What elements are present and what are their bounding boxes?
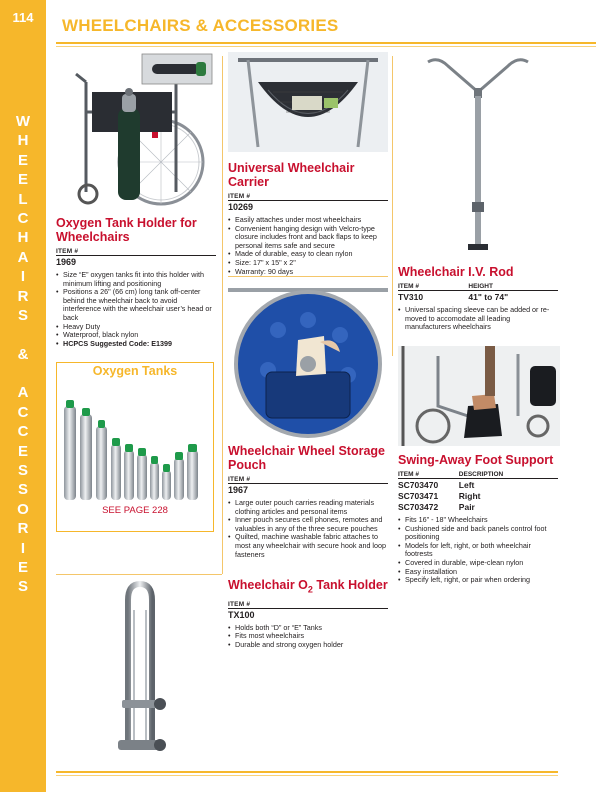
sidebar-letter: C	[17, 209, 29, 227]
carrier-block	[228, 161, 388, 276]
item-description: Left	[458, 479, 475, 490]
product-title: Swing-Away Foot Support	[398, 453, 554, 467]
feature-item: • Made of durable, easy to clean nylon	[228, 250, 388, 259]
foot-support-block	[398, 453, 558, 585]
page-number: 114	[12, 10, 34, 25]
feature-item: • Size “E” oxygen tanks fit into this holder with minimum lifting and positioning	[56, 271, 216, 288]
oxygen-tanks-photo	[60, 392, 210, 500]
sidebar-letter: E	[17, 151, 28, 169]
feature-item: • Specify left, right, or pair when ordering	[398, 576, 558, 585]
feature-item: • Covered in durable, wipe-clean nylon	[398, 559, 558, 568]
feature-item: • Universal spacing sleeve can be added or re-moved to accomodate all leading manufacturers wheelchairs	[398, 306, 558, 332]
sidebar-letter: L	[18, 190, 28, 208]
product-title-suffix: Tank Holder	[312, 578, 388, 592]
product-title: Wheelchair Wheel Storage Pouch	[228, 444, 385, 472]
item-number: SC703472	[398, 501, 439, 512]
feature-item: • Durable and strong oxygen holder	[228, 641, 388, 650]
sidebar-letter: R	[17, 287, 29, 305]
sidebar-letter: I	[20, 539, 26, 557]
product-title: Wheelchair I.V. Rod	[398, 265, 514, 279]
feature-list	[228, 624, 388, 650]
sidebar-letter: C	[17, 423, 29, 441]
column-divider	[222, 56, 223, 574]
feature-item: • HCPCS Suggested Code: E1399	[56, 340, 216, 349]
feature-list	[228, 499, 388, 559]
column-header-item: ITEM #	[398, 471, 459, 479]
column-header-description: DESCRIPTION	[459, 471, 558, 479]
sidebar-letter: S	[17, 306, 28, 324]
feature-item: • Size: 17" x 15" x 2"	[228, 259, 388, 268]
page-title: WHEELCHAIRS & ACCESSORIES	[62, 16, 339, 35]
sidebar-letter: C	[17, 403, 29, 421]
o2-holder-block	[228, 578, 388, 649]
feature-item: • Holds both “D” or “E” Tanks	[228, 624, 388, 633]
product-title-subscript: 2	[307, 584, 313, 595]
footer-rule-thin	[56, 775, 558, 776]
sidebar-letter: A	[17, 384, 29, 402]
pouch-block	[228, 444, 388, 559]
feature-item: • Easily attaches under most wheelchairs	[228, 216, 388, 225]
column-divider	[392, 56, 393, 356]
column-header-height: HEIGHT	[468, 283, 558, 291]
oxygen-holder-block	[56, 216, 216, 348]
pouch-photo	[228, 280, 388, 438]
feature-item: • Large outer pouch carries reading materials clothing articles and personal items	[228, 499, 388, 516]
feature-list	[56, 271, 216, 348]
item-number: 1969	[56, 257, 77, 267]
feature-item: • Quilted, machine washable fabric attaches to most any wheelchair with secure hook and loop fasteners	[228, 533, 388, 559]
feature-item: • Fits most wheelchairs	[228, 632, 388, 641]
feature-item: • Inner pouch secures cell phones, remotes and valuables in any of the three secure pouches	[228, 516, 388, 533]
o2-holder-photo	[100, 580, 180, 760]
product-title: Universal Wheelchair Carrier	[228, 161, 355, 189]
item-number: SC703471	[398, 490, 439, 501]
feature-item: • Heavy Duty	[56, 323, 216, 332]
sidebar-letter: E	[17, 442, 28, 460]
footer-rule	[56, 771, 558, 773]
sidebar	[0, 0, 46, 792]
item-label: ITEM #	[56, 248, 216, 256]
foot-support-table	[398, 471, 558, 512]
feature-item: • Positions a 26" (66 cm) long tank off-center behind the wheelchair back to avoid interference with the wheelchair user’s head or back	[56, 288, 216, 322]
table-row	[398, 479, 558, 491]
feature-item: • Easy installation	[398, 568, 558, 577]
sidebar-letter: H	[17, 132, 29, 150]
product-title	[228, 578, 388, 597]
sidebar-section-title	[0, 112, 46, 597]
sidebar-letter: E	[17, 558, 28, 576]
sidebar-letter: S	[17, 462, 28, 480]
item-number: 10269	[228, 202, 254, 212]
item-label: ITEM #	[228, 476, 388, 484]
product-title: Oxygen Tank Holder for Wheelchairs	[56, 216, 197, 244]
iv-rod-photo	[398, 52, 558, 257]
sidebar-letter: A	[17, 248, 29, 266]
title-rule-thin	[56, 46, 596, 47]
oxygen-tanks-heading: Oxygen Tanks	[92, 364, 178, 378]
sidebar-letter: R	[17, 520, 29, 538]
sidebar-letter: H	[17, 229, 29, 247]
sidebar-letter: E	[17, 171, 28, 189]
feature-item: • Models for left, right, or both wheelchair footrests	[398, 542, 558, 559]
iv-rod-table	[398, 283, 558, 302]
iv-rod-block	[398, 265, 558, 332]
see-page-link[interactable]: SEE PAGE 228	[102, 505, 168, 516]
title-rule	[56, 42, 596, 44]
carrier-photo	[228, 52, 388, 152]
item-description: Pair	[458, 501, 475, 512]
feature-item: • Cushioned side and back panels control foot positioning	[398, 525, 558, 542]
sidebar-letter: S	[17, 578, 28, 596]
table-row	[398, 490, 558, 501]
sidebar-letter: I	[20, 268, 26, 286]
sidebar-letter: S	[17, 481, 28, 499]
product-title-prefix: Wheelchair O	[228, 578, 308, 592]
column-header-item: ITEM #	[398, 283, 468, 291]
item-number: SC703470	[398, 479, 439, 490]
foot-support-photo	[398, 346, 560, 446]
sidebar-letter: W	[15, 113, 31, 130]
table-row	[398, 291, 558, 303]
height-value: 41" to 74"	[468, 291, 509, 302]
item-number: TV310	[398, 291, 424, 302]
item-description: Right	[458, 490, 481, 501]
feature-list	[398, 306, 558, 332]
feature-list	[228, 216, 388, 276]
item-number: TX100	[228, 609, 255, 620]
sidebar-letter	[0, 325, 46, 344]
oxygen-holder-photo	[56, 52, 216, 207]
item-label: ITEM #	[228, 601, 388, 609]
sidebar-letter: &	[17, 345, 29, 363]
feature-item: • Convenient hanging design with Velcro-type closure includes front and back flaps to keep personal items safe and secure	[228, 225, 388, 251]
item-label: ITEM #	[228, 193, 388, 201]
table-row	[398, 501, 558, 512]
row-divider	[56, 574, 222, 575]
feature-item: • Warranty: 90 days	[228, 268, 388, 277]
feature-item: • Waterproof, black nylon	[56, 331, 216, 340]
sidebar-letter: O	[17, 500, 29, 518]
sidebar-letter	[0, 364, 46, 383]
feature-list	[398, 516, 558, 585]
item-number: 1967	[228, 485, 249, 495]
feature-item: • Fits 16" - 18" Wheelchairs	[398, 516, 558, 525]
